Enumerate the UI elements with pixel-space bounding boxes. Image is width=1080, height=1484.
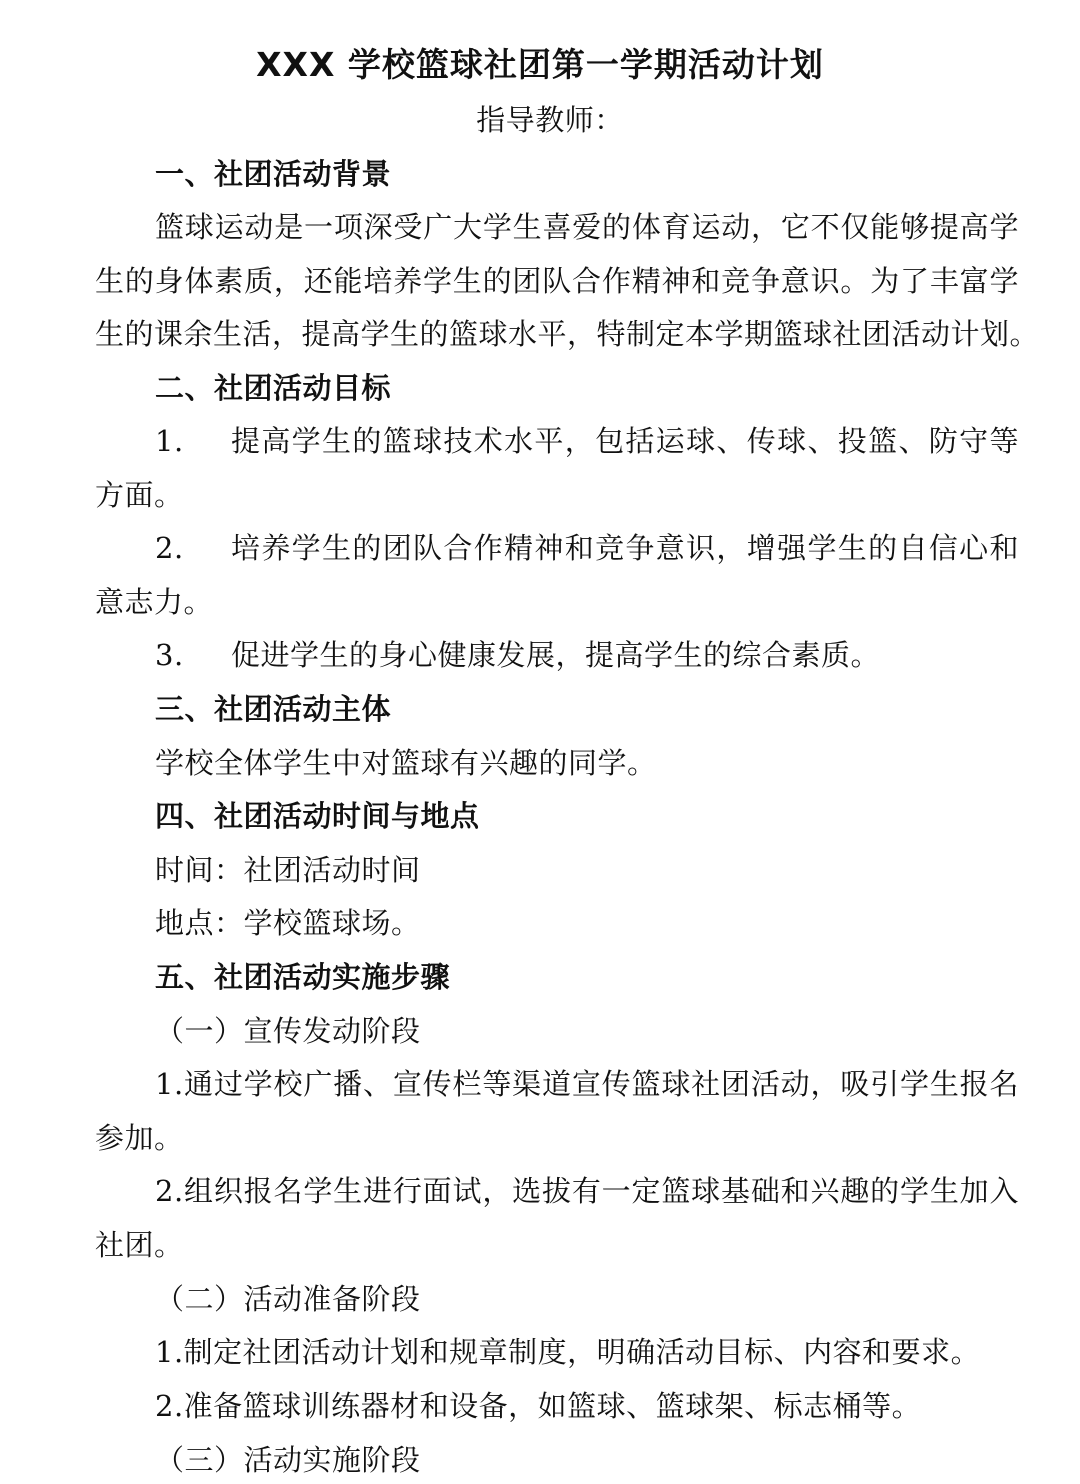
section-2-heading: 二、社团活动目标 xyxy=(155,371,392,405)
phase-2-title: （二）活动准备阶段 xyxy=(155,1282,421,1316)
goal-item-1-continuation: 方面。 xyxy=(95,478,184,512)
section-3-heading: 三、社团活动主体 xyxy=(155,692,392,726)
activity-place: 地点：学校篮球场。 xyxy=(155,906,421,940)
goal-item-3 xyxy=(155,635,1019,675)
document-title: XXX 学校篮球社团第一学期活动计划 xyxy=(256,45,824,84)
goal-item-2-number: 2. xyxy=(155,531,184,565)
section-3-text: 学校全体学生中对篮球有兴趣的同学。 xyxy=(155,746,657,780)
goal-item-2-continuation: 意志力。 xyxy=(95,585,214,619)
section-4-heading: 四、社团活动时间与地点 xyxy=(155,799,480,833)
section-1-line-1: 篮球运动是一项深受广大学生喜爱的体育运动，它不仅能够提高学 xyxy=(155,210,1019,244)
section-1-line-2: 生的身体素质，还能培养学生的团队合作精神和竞争意识。为了丰富学 xyxy=(95,264,1019,298)
goal-item-1-number: 1. xyxy=(155,424,184,458)
goal-item-2-text: 培养学生的团队合作精神和竞争意识，增强学生的自信心和 xyxy=(231,531,1019,565)
activity-time: 时间：社团活动时间 xyxy=(155,853,421,887)
phase-3-title: （三）活动实施阶段 xyxy=(155,1443,421,1477)
section-1-heading: 一、社团活动背景 xyxy=(155,157,392,191)
goal-item-1-text: 提高学生的篮球技术水平，包括运球、传球、投篮、防守等 xyxy=(231,424,1019,458)
phase-1-item-1-continuation: 参加。 xyxy=(95,1121,184,1155)
advisor-teacher-label: 指导教师： xyxy=(476,103,624,137)
section-5-heading: 五、社团活动实施步骤 xyxy=(155,960,451,994)
section-1-line-3: 生的课余生活，提高学生的篮球水平，特制定本学期篮球社团活动计划。 xyxy=(95,317,1040,351)
goal-item-1 xyxy=(155,421,1019,461)
phase-2-item-2: 2.准备篮球训练器材和设备，如篮球、篮球架、标志桶等。 xyxy=(155,1389,922,1423)
goal-item-3-number: 3. xyxy=(155,638,184,672)
phase-1-item-2-continuation: 社团。 xyxy=(95,1228,184,1262)
goal-item-2 xyxy=(155,528,1019,568)
phase-2-item-1: 1.制定社团活动计划和规章制度，明确活动目标、内容和要求。 xyxy=(155,1335,981,1369)
phase-1-item-1: 1.通过学校广播、宣传栏等渠道宣传篮球社团活动，吸引学生报名 xyxy=(155,1067,1019,1101)
phase-1-item-2: 2.组织报名学生进行面试，选拔有一定篮球基础和兴趣的学生加入 xyxy=(155,1174,1019,1208)
phase-1-title: （一）宣传发动阶段 xyxy=(155,1014,421,1048)
goal-item-3-text: 促进学生的身心健康发展，提高学生的综合素质。 xyxy=(231,638,881,672)
